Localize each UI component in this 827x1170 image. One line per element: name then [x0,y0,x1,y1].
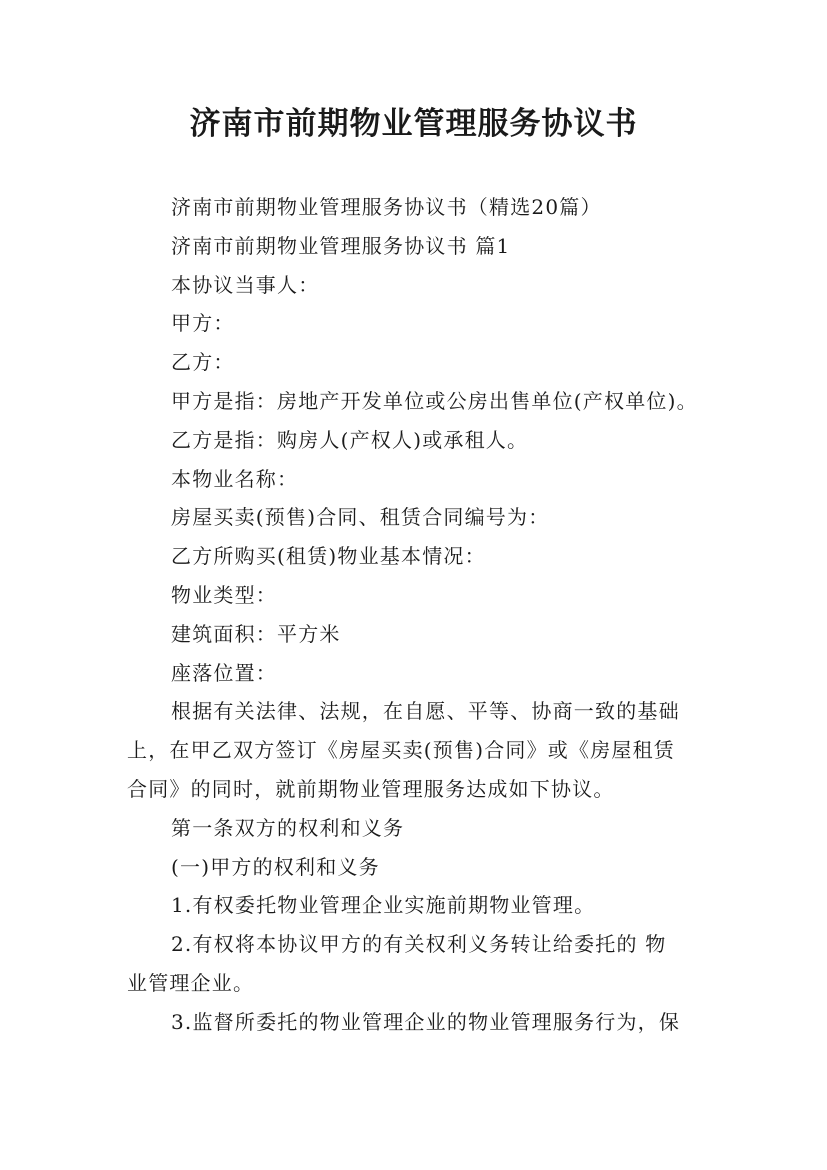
document-body [127,188,707,1042]
clause-heading: (一)甲方的权利和义务 [171,854,380,879]
party-b-line: 乙方： [171,350,235,375]
paragraph-line: 乙方是指：购房人(产权人)或承租人。 [171,427,529,452]
paragraph-line: 业管理企业。 [127,970,255,995]
list-item: 1.有权委托物业管理企业实施前期物业管理。 [171,893,596,918]
paragraph-line: 本协议当事人： [171,272,320,297]
list-item: 2.有权将本协议甲方的有关权利义务转让给委托的 物 [171,932,667,957]
article-heading: 第一条双方的权利和义务 [171,815,405,840]
list-item: 3.监督所委托的物业管理企业的物业管理服务行为，保 [171,1009,681,1034]
document-title: 济南市前期物业管理服务协议书 [189,106,638,142]
paragraph-line: 本物业名称： [171,466,299,491]
paragraph-line: 合同》的同时，就前期物业管理服务达成如下协议。 [127,776,615,801]
paragraph-line: 房屋买卖(预售)合同、租赁合同编号为： [171,505,550,530]
paragraph-line: 甲方是指：房地产开发单位或公房出售单位(产权单位)。 [171,388,698,413]
paragraph-line: 座落位置： [171,660,277,685]
paragraph-line: 上，在甲乙双方签订《房屋买卖(预售)合同》或《房屋租赁 [127,738,676,763]
party-a-line: 甲方： [171,311,235,336]
paragraph-line: 建筑面积：平方米 [171,621,341,646]
paragraph-line: 物业类型： [171,582,277,607]
section-heading: 济南市前期物业管理服务协议书 篇1 [171,233,511,258]
paragraph-line: 根据有关法律、法规，在自愿、平等、协商一致的基础 [171,699,680,724]
subtitle-line: 济南市前期物业管理服务协议书（精选20篇） [171,195,602,219]
paragraph-line: 乙方所购买(租赁)物业基本情况： [171,544,486,569]
